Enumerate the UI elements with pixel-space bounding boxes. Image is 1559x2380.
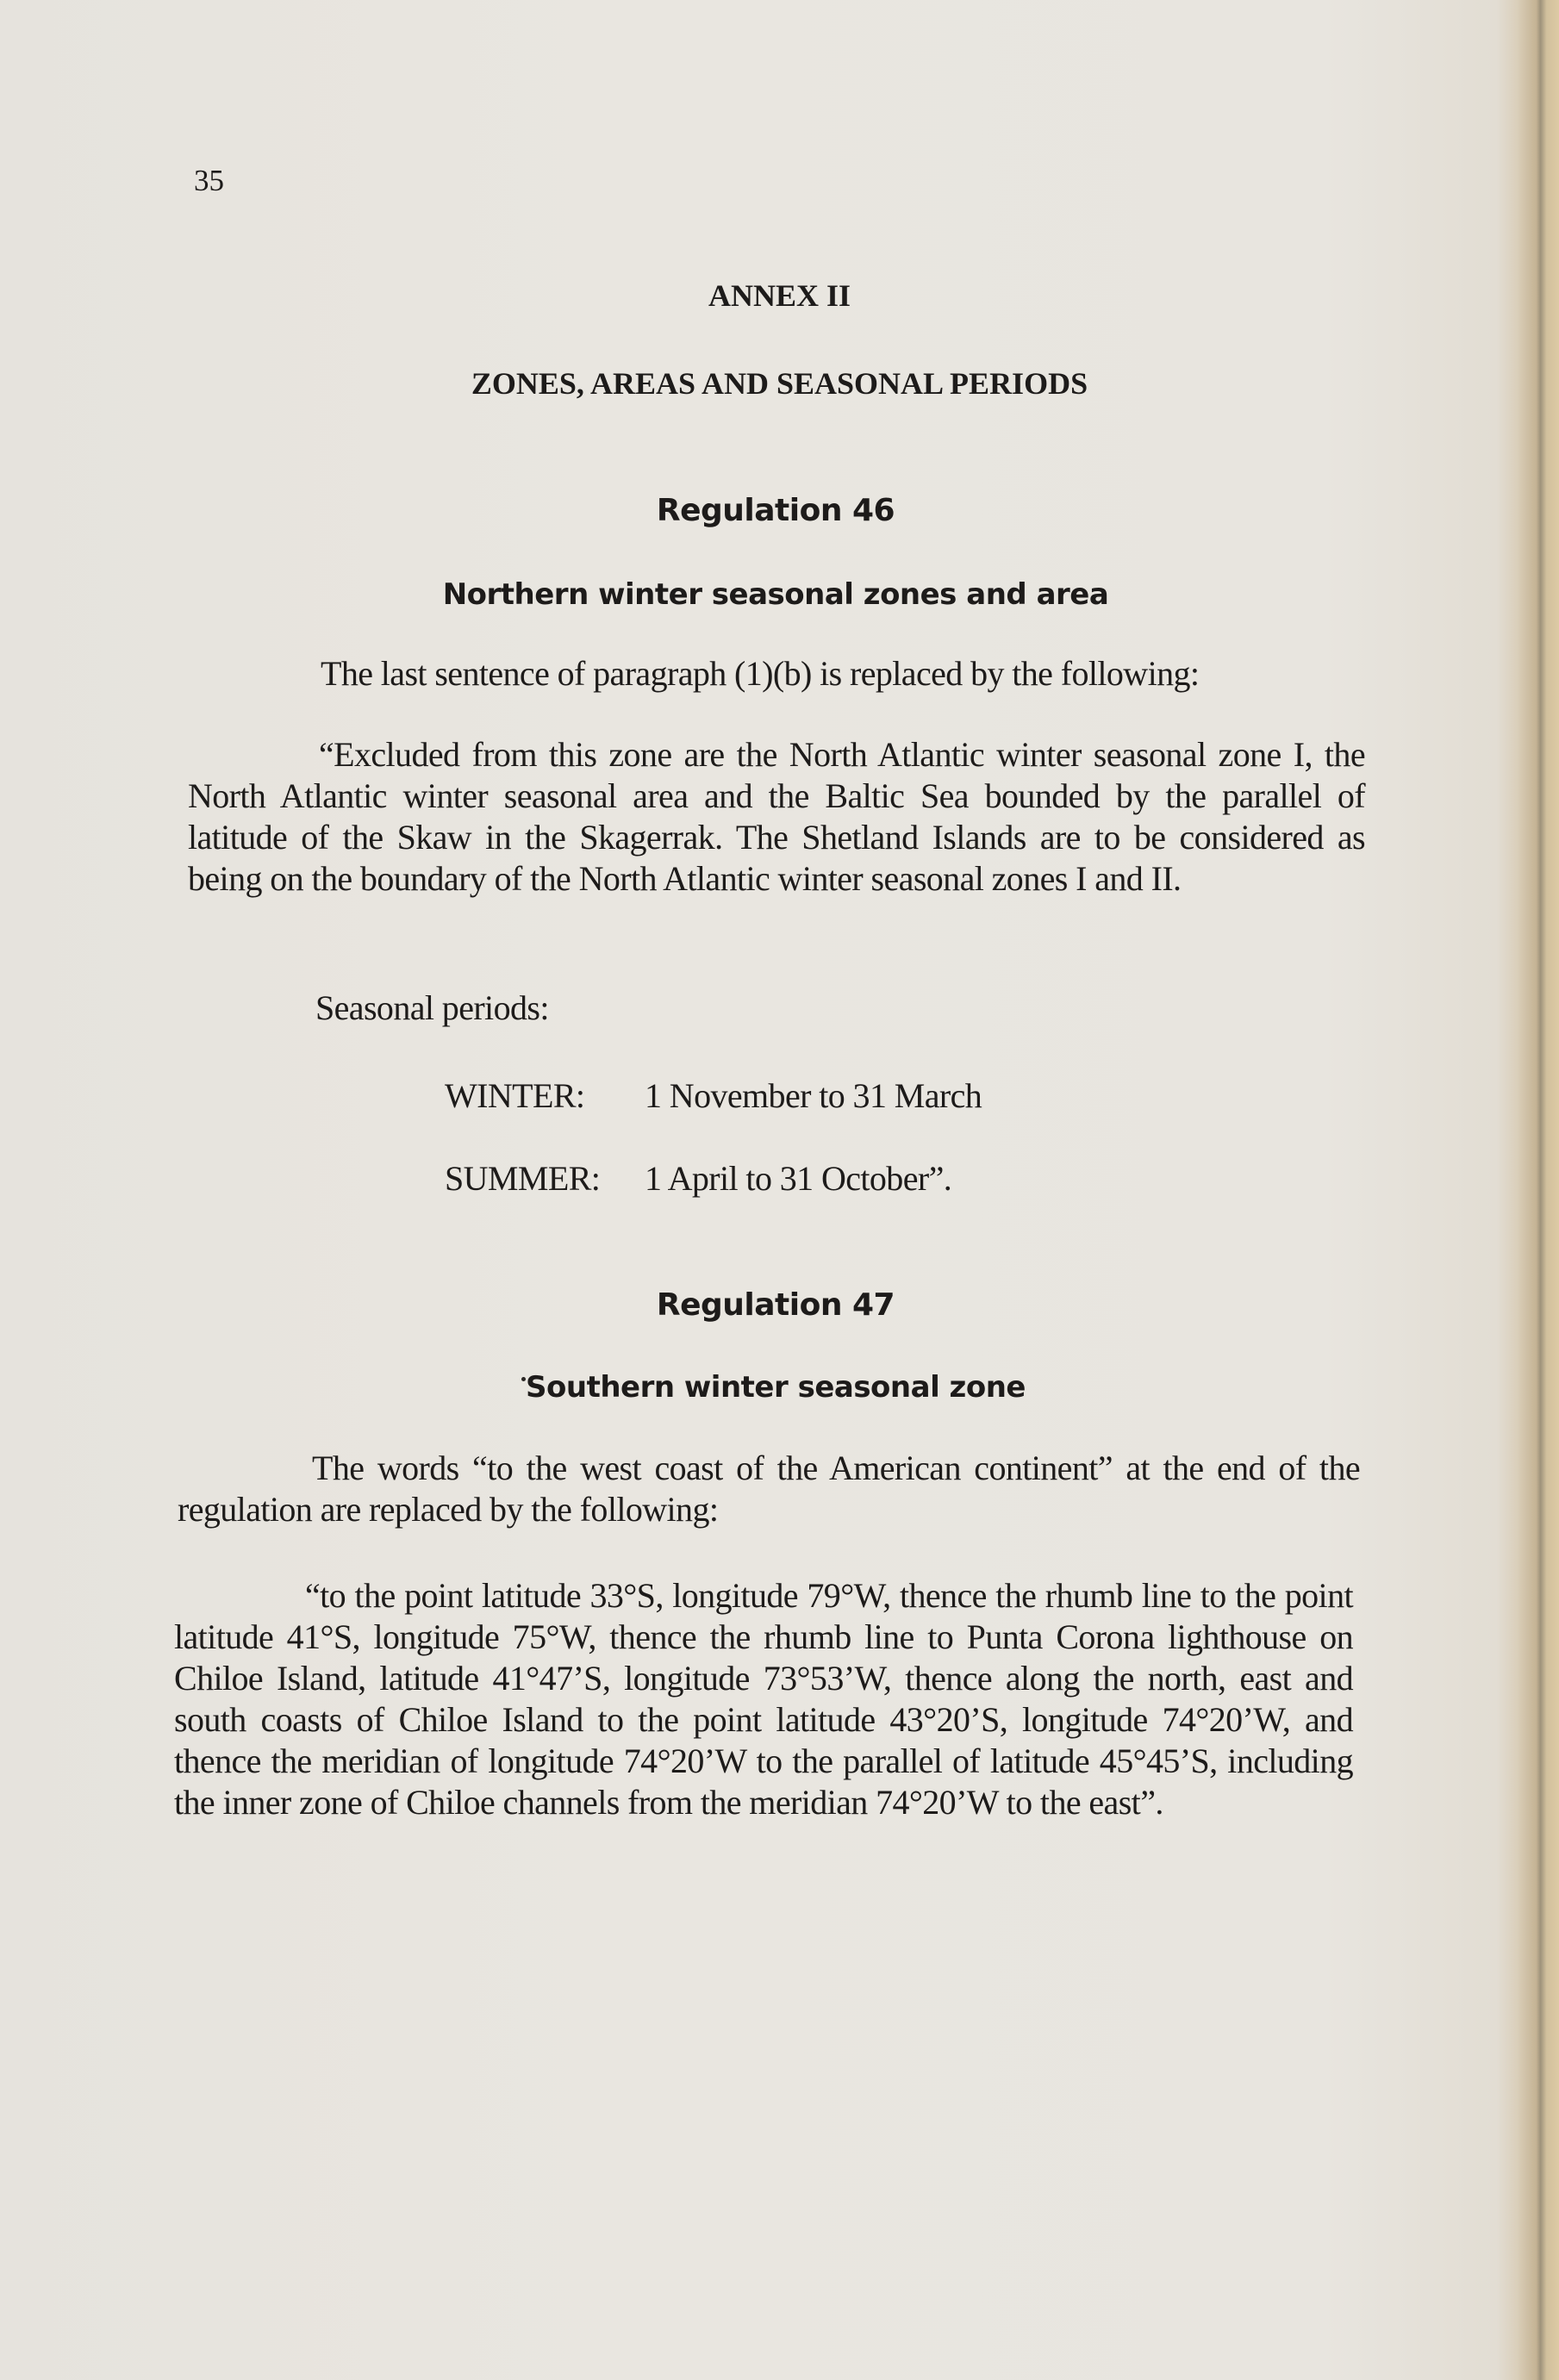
season-row-summer: [445, 1158, 951, 1199]
season-label: SUMMER:: [445, 1159, 601, 1198]
regulation-47-subheading: Southern winter seasonal zone: [526, 1370, 1026, 1405]
regulation-47-intro: The words “to the west coast of the American continent” at the end of the regulation are replaced by the following:: [178, 1449, 1360, 1529]
page-edge-shadow: [1518, 0, 1559, 2380]
regulation-46-heading: Regulation 46: [656, 493, 895, 528]
season-row-winter: [445, 1075, 982, 1116]
annex-label: ANNEX II: [708, 278, 851, 313]
annex-title: ZONES, AREAS AND SEASONAL PERIODS: [471, 366, 1088, 401]
seasonal-periods-label: Seasonal periods:: [315, 988, 549, 1027]
regulation-46-intro: The last sentence of paragraph (1)(b) is replaced by the following:: [321, 654, 1200, 693]
regulation-47-heading: Regulation 47: [656, 1287, 895, 1323]
season-label: WINTER:: [445, 1076, 585, 1115]
season-value: 1 April to 31 October”.: [645, 1159, 952, 1198]
regulation-47-quote: “to the point latitude 33°S, longitude 79°W, thence the rhumb line to the point latitude 41°S, longitude 75°W, thence the rhumb line to Punta Corona lighthouse on Chiloe Island, latitude 41°47’S, longitude 73°53’W, thence along the north, east and south coasts of Chiloe Island to the point latitude 43°20’S, longitude 74°20’W, and thence the meridian of longitude 74°20’W to the parallel of latitude 45°45’S, including the inner zone of Chiloe channels from the meridian 74°20’W to the east”.: [174, 1576, 1353, 1822]
regulation-46-quote: “Excluded from this zone are the North Atlantic winter seasonal zone I, the North Atlantic winter seasonal area and the Baltic Sea bounded by the parallel of latitude of the Skaw in the Skagerrak. The Shetland Islands are to be considered as being on the boundary of the North Atlantic winter seasonal zones I and II.: [188, 735, 1365, 898]
season-value: 1 November to 31 March: [645, 1076, 982, 1115]
page-number: 35: [194, 164, 224, 197]
regulation-46-subheading: Northern winter seasonal zones and area: [442, 577, 1109, 612]
